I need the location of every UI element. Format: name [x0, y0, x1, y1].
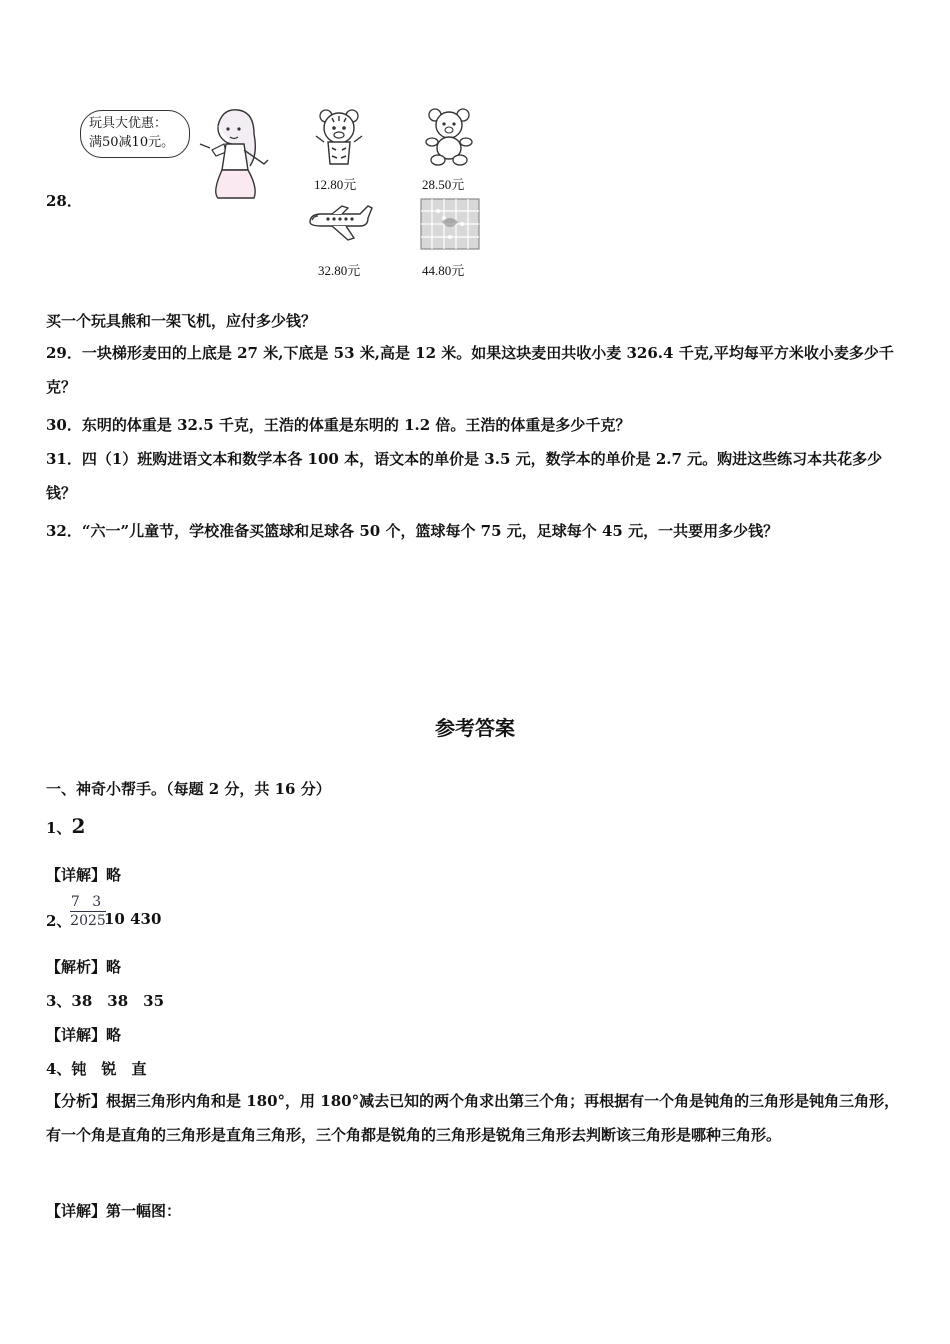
answer-2-detail: 【解析】略 — [46, 958, 122, 976]
question-32: 32．“六一”儿童节，学校准备买篮球和足球各 50 个，篮球每个 75 元，足球每个 45 元，一共要用多少钱？ — [46, 522, 779, 540]
puzzle-price: 44.80元 — [422, 263, 465, 278]
airplane-icon — [304, 202, 374, 244]
answer-2-fraction — [70, 894, 106, 929]
question-28-number: 28． — [46, 192, 82, 210]
fraction-bar — [70, 911, 106, 912]
tiger-icon — [312, 106, 366, 168]
answer-4-detail: 【详解】第一幅图： — [46, 1202, 182, 1220]
answer-2-prefix: 2、 — [46, 912, 72, 930]
answer-1-detail: 【详解】略 — [46, 866, 122, 884]
bubble-line-1: 玩具大优惠： — [89, 116, 168, 131]
section-1-heading: 一、神奇小帮手。（每题 2 分，共 16 分） — [46, 780, 331, 798]
question-29: 29．一块梯形麦田的上底是 27 米,下底是 53 米,高是 12 米。如果这块麦田共收小麦 326.4 千克,平均每平方米收小麦多少千克？ — [46, 344, 894, 396]
fraction-denominator: 2025 — [70, 913, 106, 929]
puzzle-icon — [420, 198, 480, 250]
toy-sale-illustration — [76, 104, 506, 280]
bubble-line-2: 满50减10元。 — [89, 135, 175, 150]
bear-price: 28.50元 — [422, 177, 465, 192]
airplane-price: 32.80元 — [318, 263, 361, 278]
answer-1-value: 2 — [71, 814, 86, 838]
tiger-price: 12.80元 — [314, 177, 357, 192]
girl-icon — [192, 104, 278, 204]
answer-3: 3、38 38 35 — [46, 992, 165, 1010]
question-28-text: 买一个玩具熊和一架飞机，应付多少钱？ — [46, 312, 317, 330]
question-31: 31．四（1）班购进语文本和数学本各 100 本，语文本的单价是 3.5 元，数学本的单价是 2.7 元。购进这些练习本共花多少钱？ — [46, 450, 883, 502]
answer-2-rest: 10 430 — [104, 910, 162, 928]
answers-title: 参考答案 — [435, 716, 515, 740]
answer-4-analysis: 【分析】根据三角形内角和是 180°，用 180°减去已知的两个角求出第三个角；再根据有一个角是钝角的三角形是钝角三角形，有一个角是直角的三角形是直角三角形，三个角都是锐角的三角形是锐角三角形去判断该三角形是哪种三角形。 — [46, 1092, 900, 1144]
fraction-numerator: 7 3 — [70, 894, 106, 910]
bear-icon — [424, 106, 474, 166]
answer-4: 4、钝 锐 直 — [46, 1060, 147, 1078]
speech-bubble — [80, 110, 190, 158]
answer-3-detail: 【详解】略 — [46, 1026, 122, 1044]
question-30: 30．东明的体重是 32.5 千克，王浩的体重是东明的 1.2 倍。王浩的体重是多少千克？ — [46, 416, 631, 434]
answer-1 — [46, 814, 85, 838]
answer-1-prefix: 1、 — [46, 819, 72, 837]
